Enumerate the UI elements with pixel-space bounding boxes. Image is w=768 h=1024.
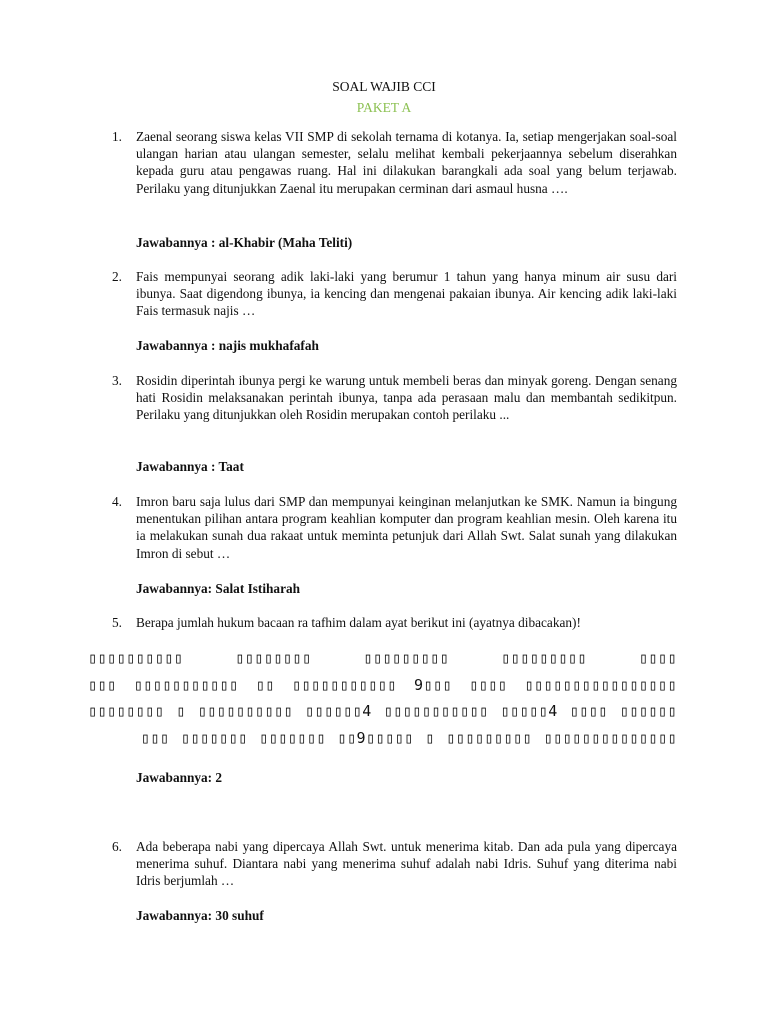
question-text: Ada beberapa nabi yang dipercaya Allah Swt. untuk menerima kitab. Dan ada pula yang dipercaya menerima suhuf. Diantara nabi yang menerima suhuf adalah nabi Idris. Suhuf yang diterima nabi Idris berjumlah … [136,839,677,889]
question-number: 4. [112,494,122,509]
question-text: Rosidin diperintah ibunya pergi ke warung untuk membeli beras dan minyak goreng. Dengan senang hati Rosidin melaksanakan perintah ibunya, tanpa ada perasaan malu dan membantah sedikitpun. Perilaku yang ditunjukkan oleh Rosidin merupakan contoh perilaku ... [136,373,677,423]
question-text: Berapa jumlah hukum bacaan ra tafhim dalam ayat berikut ini (ayatnya dibacakan)! [136,615,581,630]
question-text: Zaenal seorang siswa kelas VII SMP di sekolah ternama di kotanya. Ia, setiap mengerjakan soal-soal ulangan harian atau ulangan semester, selalu melihat kembali pekerjaannya sebelum diserahkan kepada guru atau pengawas ruang. Hal ini dilakukan barangkali ada soal yang belum terjawab. Perilaku yang ditunjukkan Zaenal itu merupakan cerminan dari asmaul husna …. [136,129,677,196]
question-text: Imron baru saja lulus dari SMP dan mempunyai keinginan melanjutkan ke SMK. Namun ia bingung menentukan pilihan antara program keahlian komputer dan program keahlian mesin. Oleh karena itu ia melakukan sunah dua rakaat untuk meminta petunjuk dari Allah Swt. Salat sunah yang dilakukan Imron di sebut … [136,494,677,561]
question-number: 2. [112,269,122,284]
answer-1: Jawabannya : al-Khabir (Maha Teliti) [136,235,353,250]
page-subtitle: PAKET A [356,100,412,115]
answer-2: Jawabannya : najis mukhafafah [136,338,319,353]
question-text: Fais mempunyai seorang adik laki-laki yang berumur 1 tahun yang hanya minum air susu dari ibunya. Saat digendong ibunya, ia kencing dan mengenai pakaian ibunya. Air kencing adik laki-laki Fais termasuk najis … [136,269,677,319]
answer-4: Jawabannya: Salat Istiharah [136,581,301,596]
question-number: 3. [112,373,122,388]
answer-3: Jawabannya : Taat [136,459,244,474]
question-number: 5. [112,615,122,630]
answer-6: Jawabannya: 30 suhuf [136,908,264,923]
page-title: SOAL WAJIB CCI [332,79,436,94]
question-number: 6. [112,839,122,854]
arabic-verse: ▯▯▯▯ ▯▯▯▯▯▯▯▯▯ ▯▯▯▯▯▯▯▯▯ ▯▯▯▯▯▯▯▯ ▯▯▯▯▯▯▯▯▯▯ ▯▯▯▯▯▯▯▯▯▯▯▯▯▯▯▯ ▯▯▯▯ ▯▯▯9 ▯▯▯▯▯▯▯▯▯▯▯ ▯▯ ▯▯▯▯▯▯▯▯▯▯▯ ▯▯▯ ▯▯▯▯▯▯ ▯▯▯▯ 4▯▯▯▯▯ ▯▯▯▯▯▯▯▯▯▯▯ 4▯▯▯▯▯▯ ▯▯▯▯▯▯▯▯▯▯ ▯ ▯▯▯▯▯▯▯▯ ▯▯▯▯▯▯▯▯▯▯▯▯▯▯ ▯▯▯▯▯▯▯▯▯ ▯ ▯▯▯▯▯9▯▯ ▯▯▯▯▯▯▯ ▯▯▯▯▯▯▯ ▯▯▯ [88,649,677,747]
answer-5: Jawabannya: 2 [136,770,223,785]
question-number: 1. [112,129,122,144]
